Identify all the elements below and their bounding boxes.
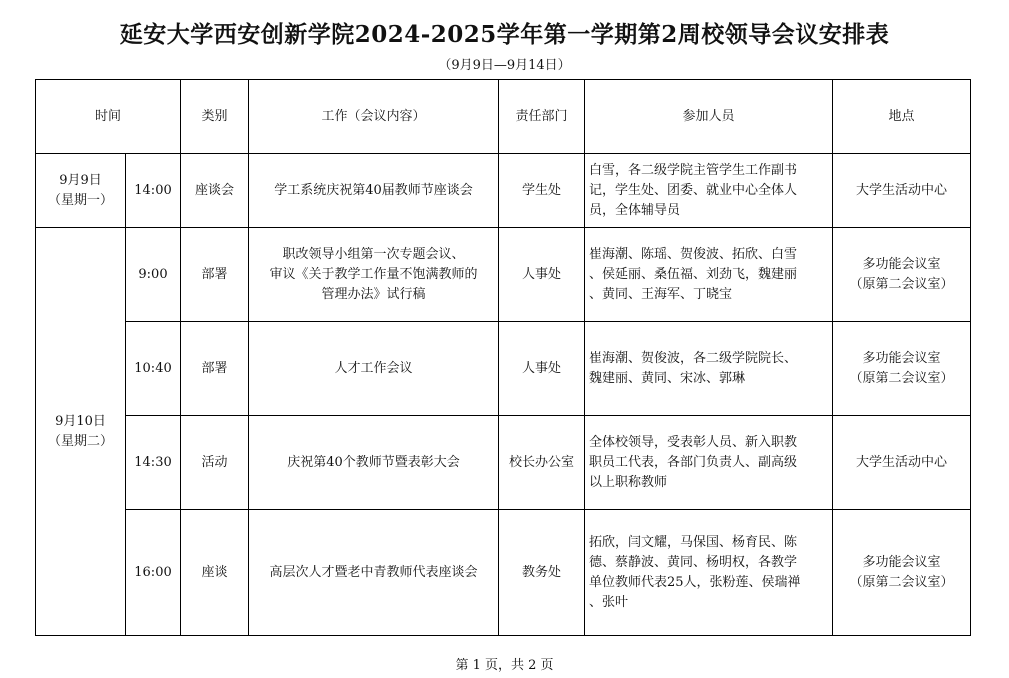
category-cell: 座谈会 xyxy=(181,154,249,228)
weekday-label: （星期二） xyxy=(47,433,113,449)
department-cell: 学生处 xyxy=(499,154,585,228)
work-cell xyxy=(249,322,499,416)
work-cell-line: 庆祝第40个教师节暨表彰大会 xyxy=(287,454,460,470)
participants-cell-line: 记，学生处、团委、就业中心全体人 xyxy=(589,182,798,198)
participants-cell-line: 德、蔡静波、黄同、杨明权，各教学 xyxy=(589,554,798,570)
category-cell: 座谈 xyxy=(181,510,249,636)
date-cell xyxy=(36,228,126,636)
time-cell: 14:30 xyxy=(126,416,181,510)
participants-cell xyxy=(585,416,833,510)
work-cell xyxy=(249,154,499,228)
participants-cell-line: 魏建丽、黄同、宋冰、郭琳 xyxy=(589,370,746,386)
participants-cell xyxy=(585,154,833,228)
location-cell xyxy=(833,228,971,322)
work-cell-line: 管理办法》试行稿 xyxy=(321,286,426,302)
work-cell-line: 职改领导小组第一次专题会议、 xyxy=(282,246,465,262)
location-cell xyxy=(833,154,971,228)
page-footer: 第 1 页，共 2 页 xyxy=(455,658,554,673)
schedule-row xyxy=(36,154,971,228)
work-cell xyxy=(249,510,499,636)
department-cell: 人事处 xyxy=(499,228,585,322)
participants-cell-line: 、侯延丽、桑伍福、刘劲飞，魏建丽 xyxy=(589,266,798,282)
date-cell xyxy=(36,154,126,228)
page-title: 延安大学西安创新学院2024-2025学年第一学期第2周校领导会议安排表 xyxy=(119,21,890,48)
location-cell-line: （原第二会议室） xyxy=(849,370,954,386)
participants-cell-line: 单位教师代表25人，张粉莲、侯瑞禅 xyxy=(589,574,801,590)
time-cell: 14:00 xyxy=(126,154,181,228)
work-cell xyxy=(249,416,499,510)
department-cell: 人事处 xyxy=(499,322,585,416)
time-cell: 16:00 xyxy=(126,510,181,636)
header-work: 工作（会议内容） xyxy=(249,80,499,154)
participants-cell-line: 职员工代表，各部门负责人、副高级 xyxy=(589,454,798,470)
header-department: 责任部门 xyxy=(499,80,585,154)
schedule-row xyxy=(36,322,971,416)
schedule-row xyxy=(36,228,971,322)
participants-cell-line: 崔海潮、贺俊波，各二级学院院长、 xyxy=(589,350,798,366)
work-cell xyxy=(249,228,499,322)
date-range-subtitle: （9月9日—9月14日） xyxy=(438,58,571,73)
date-label: 9月9日 xyxy=(59,172,102,188)
work-cell-line: 人才工作会议 xyxy=(334,360,413,376)
header-location: 地点 xyxy=(833,80,971,154)
participants-cell-line: 白雪，各二级学院主管学生工作副书 xyxy=(589,162,798,178)
date-label: 9月10日 xyxy=(55,413,106,429)
location-cell xyxy=(833,416,971,510)
participants-cell-line: 员，全体辅导员 xyxy=(589,202,681,218)
work-cell-line: 学工系统庆祝第40届教师节座谈会 xyxy=(274,182,473,198)
participants-cell-line: 以上职称教师 xyxy=(589,474,668,490)
time-cell: 9:00 xyxy=(126,228,181,322)
location-cell-line: 大学生活动中心 xyxy=(856,454,948,470)
category-cell: 部署 xyxy=(181,322,249,416)
category-cell: 部署 xyxy=(181,228,249,322)
weekday-label: （星期一） xyxy=(47,192,113,208)
participants-cell-line: 、张叶 xyxy=(589,594,629,610)
time-cell: 10:40 xyxy=(126,322,181,416)
header-time: 时间 xyxy=(36,80,181,154)
department-cell: 教务处 xyxy=(499,510,585,636)
participants-cell xyxy=(585,322,833,416)
header-category: 类别 xyxy=(181,80,249,154)
participants-cell xyxy=(585,228,833,322)
participants-cell-line: 、黄同、王海军、丁晓宝 xyxy=(589,286,733,302)
location-cell-line: 多功能会议室 xyxy=(862,256,941,272)
header-participants: 参加人员 xyxy=(585,80,833,154)
schedule-table xyxy=(35,79,971,636)
participants-cell-line: 全体校领导，受表彰人员、新入职教 xyxy=(589,434,798,450)
header-row xyxy=(36,80,971,154)
location-cell-line: （原第二会议室） xyxy=(849,276,954,292)
department-cell: 校长办公室 xyxy=(499,416,585,510)
location-cell xyxy=(833,322,971,416)
work-cell-line: 审议《关于教学工作量不饱满教师的 xyxy=(269,266,478,282)
location-cell-line: 多功能会议室 xyxy=(862,554,941,570)
schedule-row xyxy=(36,510,971,636)
location-cell xyxy=(833,510,971,636)
work-cell-line: 高层次人才暨老中青教师代表座谈会 xyxy=(269,564,478,580)
location-cell-line: （原第二会议室） xyxy=(849,574,954,590)
location-cell-line: 大学生活动中心 xyxy=(856,182,948,198)
schedule-row xyxy=(36,416,971,510)
location-cell-line: 多功能会议室 xyxy=(862,350,941,366)
participants-cell-line: 崔海潮、陈瑶、贺俊波、拓欣、白雪 xyxy=(589,246,798,262)
category-cell: 活动 xyxy=(181,416,249,510)
participants-cell-line: 拓欣，闫文耀，马保国、杨育民、陈 xyxy=(589,534,798,550)
participants-cell xyxy=(585,510,833,636)
